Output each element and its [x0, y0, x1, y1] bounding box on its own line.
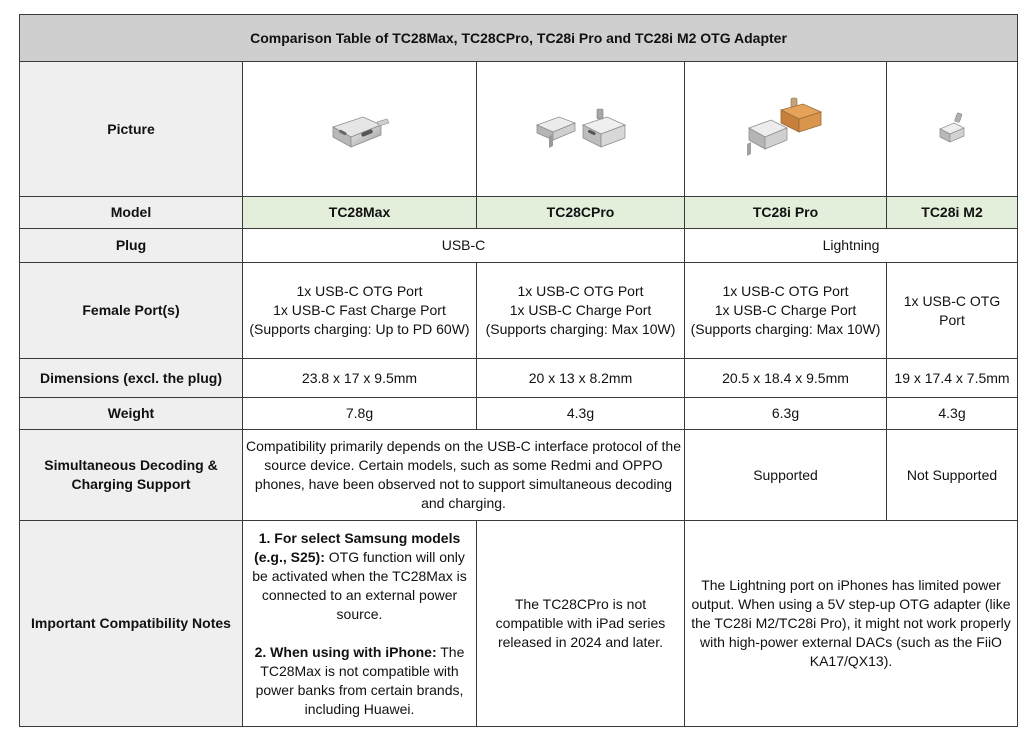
tc28cpro-product-image [531, 103, 631, 155]
table-title: Comparison Table of TC28Max, TC28CPro, TC28i Pro and TC28i M2 OTG Adapter [20, 15, 1018, 62]
plug-usbc: USB-C [243, 229, 685, 263]
tc28im2-product-image [932, 109, 972, 149]
female-tc28ipro-line1: 1x USB-C OTG Port [722, 283, 849, 299]
row-header-model: Model [20, 197, 243, 229]
female-tc28max [243, 263, 477, 359]
row-header-simultaneous: Simultaneous Decoding & Charging Support [20, 430, 243, 521]
female-tc28cpro-line1: 1x USB-C OTG Port [517, 283, 644, 299]
female-tc28ipro-line3: (Supports charging: Max 10W) [690, 321, 881, 337]
tc28max-product-image [325, 105, 395, 153]
notes-tc28max-item2-text: The TC28Max is not compatible with power banks from certain brands, including Huawei. [255, 643, 465, 717]
notes-lightning: The Lightning port on iPhones has limited power output. When using a 5V step-up OTG adapter (like the TC28i M2/TC28i Pro), it might not work properly with high-power external DACs (such as the FiiO KA17/QX13). [685, 521, 1018, 727]
picture-tc28im2 [887, 62, 1018, 197]
notes-tc28max-item1-text: OTG function will only be activated when the TC28Max is connected to an external power source. [252, 548, 467, 622]
dimensions-tc28ipro: 20.5 x 18.4 x 9.5mm [685, 359, 887, 398]
simultaneous-usbc: Compatibility primarily depends on the USB-C interface protocol of the source device. Certain models, such as some Redmi and OPPO phones, have been observed not to support simultaneous decoding and charging. [243, 430, 685, 521]
weight-tc28cpro: 4.3g [477, 398, 685, 430]
model-tc28im2: TC28i M2 [887, 197, 1018, 229]
tc28ipro-product-image [741, 94, 831, 164]
female-tc28cpro [477, 263, 685, 359]
row-header-picture: Picture [20, 62, 243, 197]
notes-tc28max-item1 [246, 529, 473, 624]
notes-tc28max-item2-heading: 2. When using with iPhone: [254, 643, 437, 660]
female-tc28im2: 1x USB-C OTG Port [887, 263, 1018, 359]
model-tc28cpro: TC28CPro [477, 197, 685, 229]
female-tc28max-line3: (Supports charging: Up to PD 60W) [249, 321, 470, 337]
simultaneous-tc28im2: Not Supported [887, 430, 1018, 521]
dimensions-tc28max: 23.8 x 17 x 9.5mm [243, 359, 477, 398]
dimensions-tc28cpro: 20 x 13 x 8.2mm [477, 359, 685, 398]
female-tc28max-line2: 1x USB-C Fast Charge Port [273, 302, 446, 318]
female-tc28ipro-line2: 1x USB-C Charge Port [714, 302, 857, 318]
row-header-notes: Important Compatibility Notes [20, 521, 243, 727]
weight-tc28im2: 4.3g [887, 398, 1018, 430]
plug-lightning: Lightning [685, 229, 1018, 263]
female-tc28cpro-line2: 1x USB-C Charge Port [509, 302, 652, 318]
row-header-plug: Plug [20, 229, 243, 263]
model-tc28ipro: TC28i Pro [685, 197, 887, 229]
row-header-weight: Weight [20, 398, 243, 430]
notes-tc28max-item2 [246, 643, 473, 719]
female-tc28max-line1: 1x USB-C OTG Port [296, 283, 423, 299]
notes-tc28cpro: The TC28CPro is not compatible with iPad series released in 2024 and later. [477, 521, 685, 727]
female-tc28cpro-line3: (Supports charging: Max 10W) [485, 321, 676, 337]
weight-tc28ipro: 6.3g [685, 398, 887, 430]
picture-tc28max [243, 62, 477, 197]
dimensions-tc28im2: 19 x 17.4 x 7.5mm [887, 359, 1018, 398]
model-tc28max: TC28Max [243, 197, 477, 229]
row-header-female-ports: Female Port(s) [20, 263, 243, 359]
row-header-dimensions: Dimensions (excl. the plug) [20, 359, 243, 398]
simultaneous-tc28ipro: Supported [685, 430, 887, 521]
female-tc28ipro [685, 263, 887, 359]
weight-tc28max: 7.8g [243, 398, 477, 430]
notes-tc28max-item1-heading: 1. For select Samsung models (e.g., S25): [254, 529, 461, 565]
notes-tc28max [243, 521, 477, 727]
picture-tc28ipro [685, 62, 887, 197]
comparison-table [19, 14, 1018, 727]
picture-tc28cpro [477, 62, 685, 197]
